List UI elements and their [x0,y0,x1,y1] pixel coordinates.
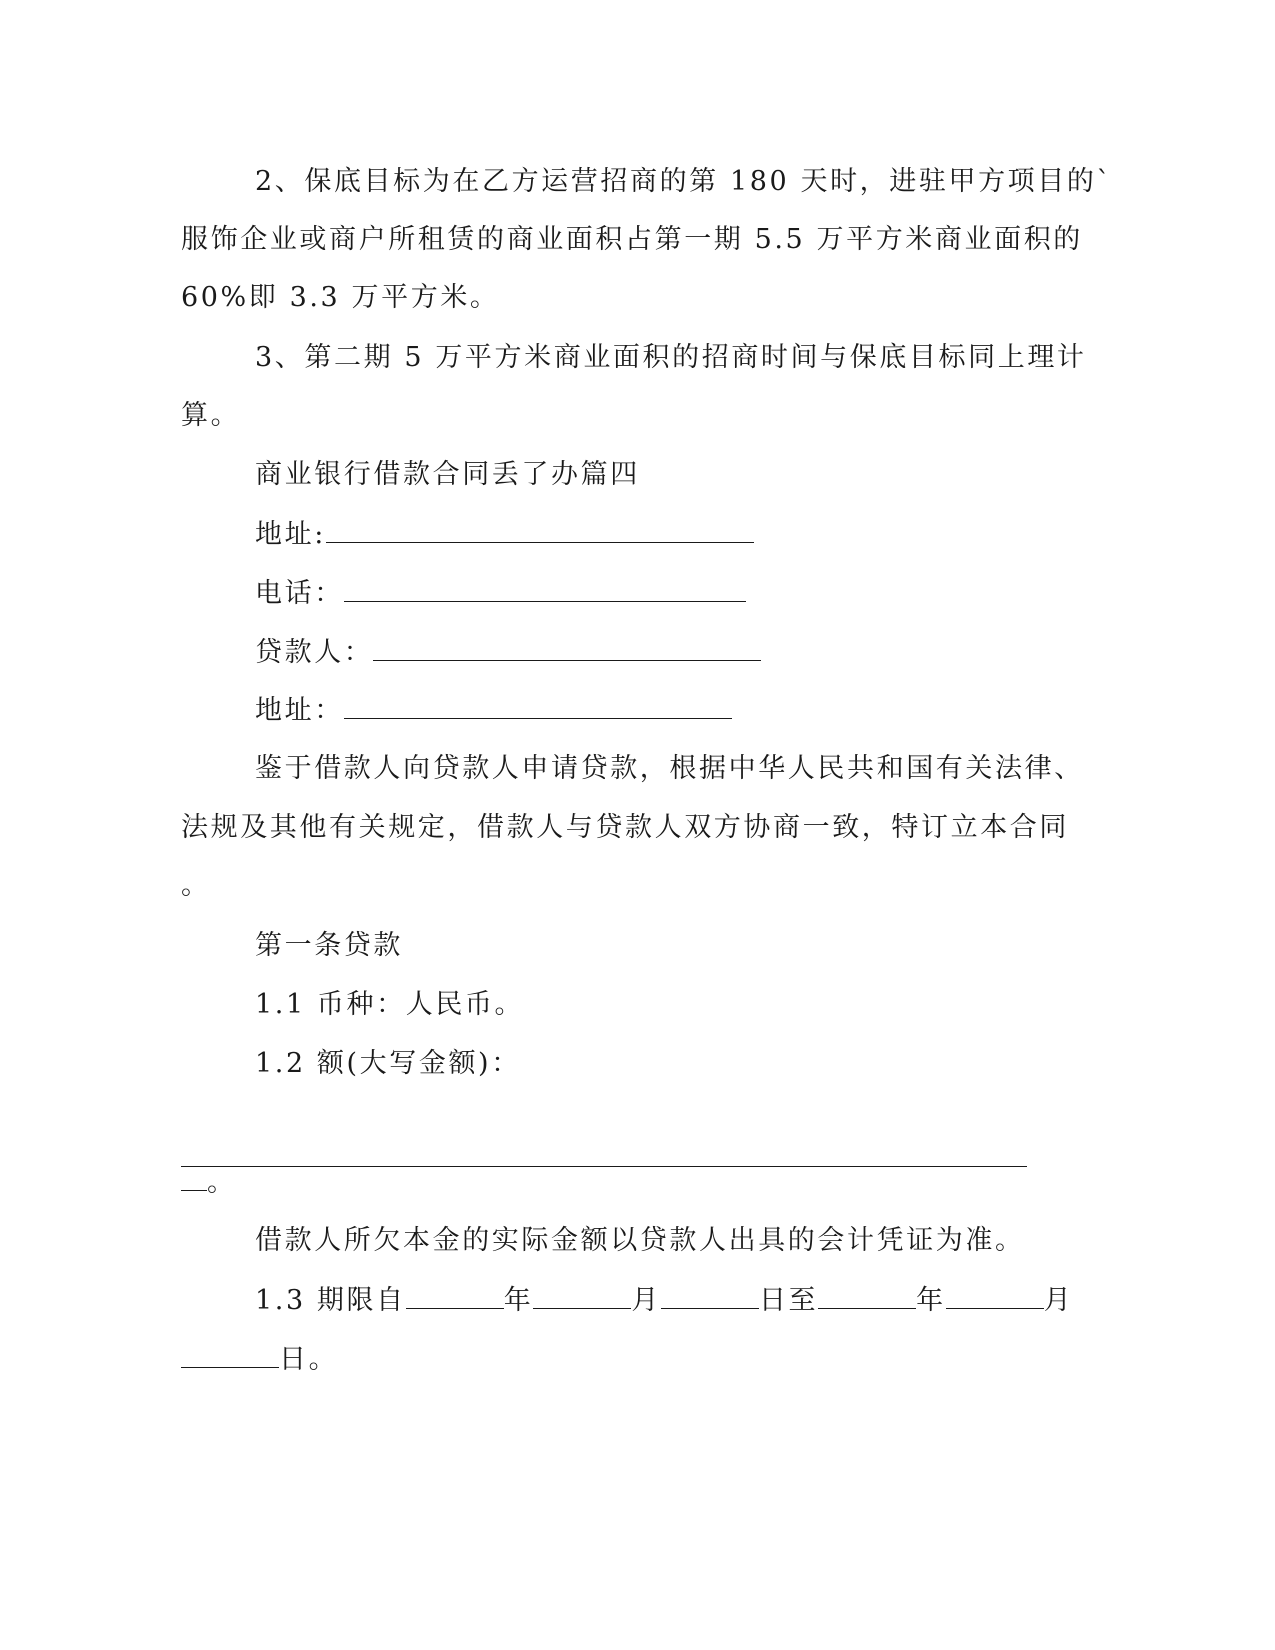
lender-label: 贷款人： [255,637,374,668]
start-year-blank [406,1280,504,1309]
term-prefix: 1.3 期限自 [255,1285,406,1316]
lender-address-label: 地址： [255,695,344,726]
preamble-line-1: 鉴于借款人向贷款人申请贷款，根据中华人民共和国有关法律、 [255,753,1084,784]
section-heading: 商业银行借款合同丢了办篇四 [255,459,640,490]
address-field-row [255,514,754,554]
start-day-blank [661,1280,759,1309]
paragraph-phase-two-line-1: 3、第二期 5 万平方米商业面积的招商时间与保底目标同上理计 [255,342,1087,373]
amount-blank-end-row [181,1162,237,1202]
phone-blank [344,573,746,602]
end-year-blank [818,1280,916,1309]
start-day-to-label: 日至 [758,1285,819,1316]
end-month-blank [946,1280,1044,1309]
lender-field-row [255,632,761,672]
principal-note: 借款人所欠本金的实际金额以贷款人出具的会计凭证为准。 [255,1225,1025,1256]
amount-blank-line [181,1166,1027,1167]
clause-1-1: 1.1 币种：人民币。 [255,989,525,1020]
clause-1-3-row [255,1280,1073,1320]
amount-blank-tail [181,1162,207,1191]
paragraph-target-line-3: 60%即 3.3 万平方米。 [181,282,500,313]
paragraph-target-line-2: 服饰企业或商户所租赁的商业面积占第一期 5.5 万平方米商业面积的 [181,224,1083,255]
lender-address-blank [344,690,732,719]
lender-blank [373,632,761,661]
start-year-label: 年 [503,1285,534,1316]
preamble-line-3: 。 [181,870,211,901]
end-month-label: 月 [1043,1285,1074,1316]
phone-field-row [255,573,746,613]
paragraph-phase-two-line-2: 算。 [181,400,241,431]
start-month-label: 月 [631,1285,661,1316]
amount-end-mark: 。 [207,1167,237,1198]
phone-label: 电话： [255,578,344,609]
paragraph-target-line-1: 2、保底目标为在乙方运营招商的第 180 天时，进驻甲方项目的` [255,166,1113,197]
article-one-title: 第一条贷款 [255,930,403,961]
address-blank [326,514,754,543]
end-day-label: 日。 [279,1344,339,1375]
address-label: 地址: [255,519,326,550]
preamble-line-2: 法规及其他有关规定，借款人与贷款人双方协商一致，特订立本合同 [181,812,1069,843]
end-day-blank [181,1339,279,1368]
lender-address-field-row [255,690,732,730]
start-month-blank [533,1280,631,1309]
end-year-label: 年 [916,1285,946,1316]
clause-1-3-end-row [181,1339,338,1379]
clause-1-2: 1.2 额(大写金额)： [255,1048,521,1079]
